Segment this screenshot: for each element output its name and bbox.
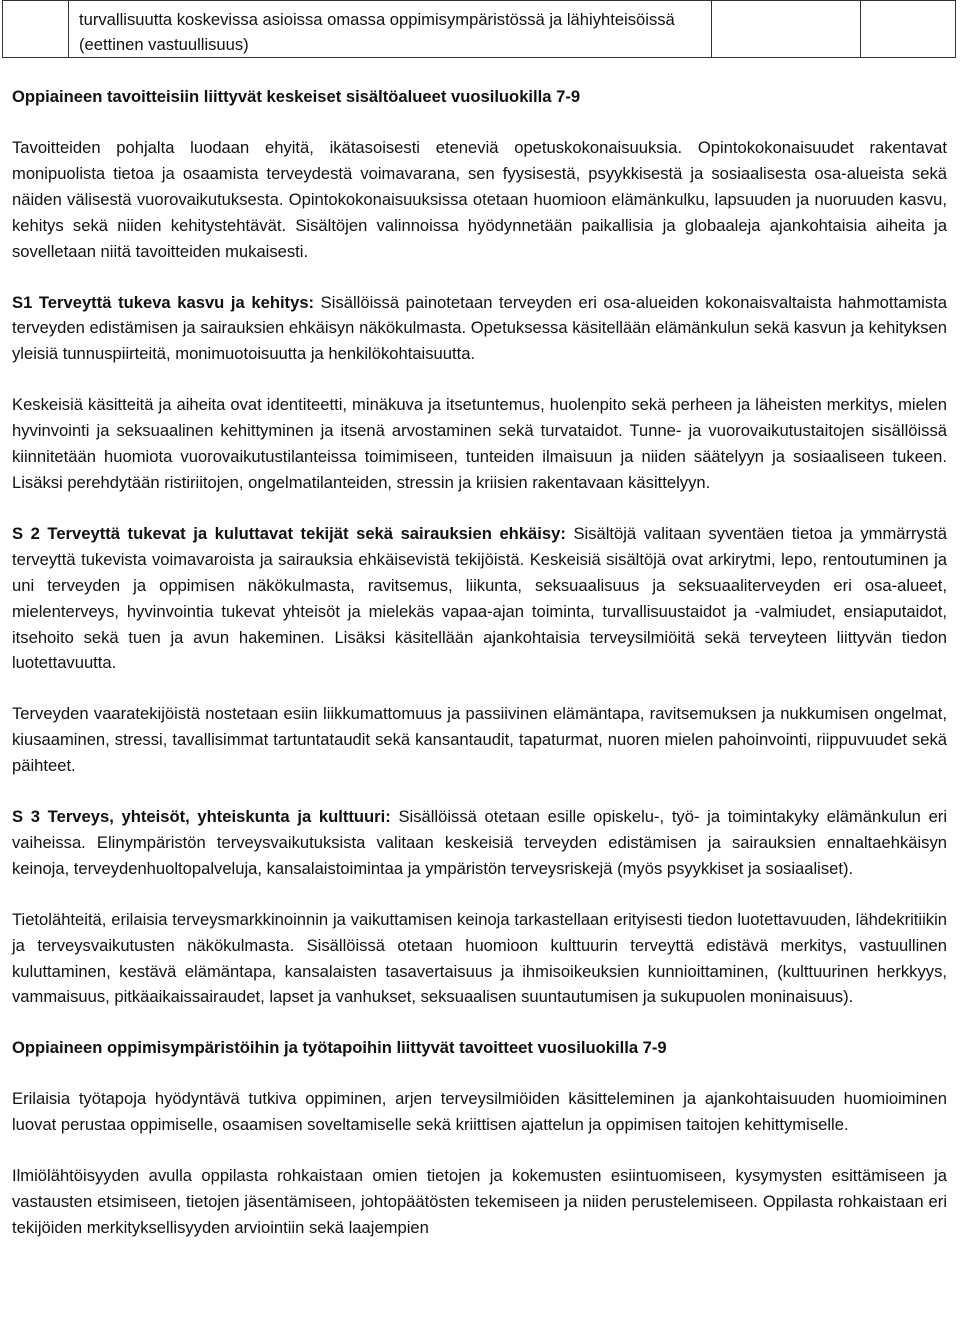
- s3-title: S 3 Terveys, yhteisöt, yhteiskunta ja kulttuuri:: [12, 807, 391, 827]
- paragraph-s3: [12, 804, 947, 882]
- paragraph-risk-factors: Terveyden vaaratekijöistä nostetaan esiin liikkumattomuus ja passiivinen elämäntapa, ravitsemuksen ja nukkumisen ongelmat, kiusaaminen, stressi, tavallisimmat tartuntataudit sekä kansantaudit, tapaturmat, nuoren mielen pahoinvointi, riippuvuudet sekä päihteet.: [12, 704, 947, 776]
- paragraph-working-methods: Erilaisia työtapoja hyödyntävä tutkiva oppiminen, arjen terveysilmiöiden käsitteleminen ja ajankohtaisuuden huomioiminen luovat perustaa oppimiselle, osaamisen soveltamiselle sekä kriittisen ajattelun ja oppimisen taitojen kehittymiselle.: [12, 1089, 947, 1135]
- table-cell-empty: [861, 1, 956, 58]
- s3-text: Sisällöissä otetaan esille opiskelu-, työ- ja toimintakyky elämänkulun eri vaiheissa. Elinympäristön terveysvaikutuksista valitaan keskeisiä terveyden edistämisen ja sairauksien ennaltaehkäisyn keinoja, terveydenhuoltopalveluja, kansalaistoimintaa ja ympäristön terveysriskejä (myös psyykkiset ja sosiaaliset).: [12, 807, 948, 878]
- section-heading-learning-environments: Oppiaineen oppimisympäristöihin ja työtapoihin liittyvät tavoitteet vuosiluokilla 7-9: [12, 1038, 667, 1058]
- section-heading-content-areas: Oppiaineen tavoitteisiin liittyvät keskeiset sisältöalueet vuosiluokilla 7-9: [12, 87, 581, 106]
- objectives-table-fragment: [2, 0, 956, 58]
- s1-text: Sisällöissä painotetaan terveyden eri osa-alueiden kokonaisvaltaista hahmottamista terveyden edistämisen ja sairauksien ehkäisyn näkökulmasta. Opetuksessa käsitellään elämänkulun sekä kasvun ja kehityksen yleisiä tunnuspiirteitä, monimuotoisuutta ja henkilökohtaisuutta.: [12, 292, 947, 364]
- table-cell-text: turvallisuutta koskevissa asioissa omassa oppimisympäristössä ja lähiyhteisöissä (eettinen vastuullisuus): [69, 1, 712, 58]
- paragraph-intro: Tavoitteiden pohjalta luodaan ehyitä, ikätasoisesti eteneviä opetuskokonaisuuksia. Opintokokonaisuudet rakentavat monipuolista tietoa ja osaamista terveydestä voimavarana, sen fyysisestä, psyykkisestä ja sosiaalisesta osa-alueista sekä näiden välisestä vuorovaikutuksesta. Opintokokonaisuuksissa otetaan huomioon elämänkulku, lapsuuden ja nuoruuden kasvu, kehitys sekä niiden kehitystehtävät. Sisältöjen valinnoissa hyödynnetään paikallisia ja globaaleja ajankohtaisia aiheita ja sovelletaan niitä tavoitteiden mukaisesti.: [12, 138, 947, 261]
- paragraph-information-sources: Tietolähteitä, erilaisia terveysmarkkinoinnin ja vaikuttamisen keinoja tarkastellaan erityisesti tiedon luotettavuuden, lähdekritiikin ja terveysvaikutusten näkökulmasta. Sisällöissä otetaan huomioon kulttuurin terveyttä edistävä merkitys, vastuullinen kuluttaminen, kestävä elämäntapa, kansalaisten tasavertaisuus ja ihmisoikeuksien kunnioittaminen, (kulttuurinen herkkyys, vammaisuus, pitkäaikaissairaudet, lapset ja vanhukset, seksuaalisen suuntautumisen ja sukupuolen moninaisuus).: [12, 909, 947, 1007]
- paragraph-s1: [12, 290, 947, 368]
- s2-text: Sisältöjä valitaan syventäen tietoa ja ymmärrystä terveyttä tukevista voimavaroista ja sairauksia ehkäisevistä tekijöistä. Keskeisiä sisältöjä ovat arkirytmi, lepo, rentoutuminen ja uni terveyden ja oppimisen näkökulmasta, ravitsemus, liikunta, seksuaalisuus ja seksuaaliterveyden eri osa-alueet, mielenterveys, hyvinvointia tukevat yhteisöt ja mielekäs vapaa-ajan toiminta, turvallisuustaidot ja -valmiudet, ensiaputaidot, itsehoito sekä tuen ja avun hakeminen. Lisäksi käsitellään ajankohtaisia terveysilmiöitä sekä terveyteen liittyvän tiedon luotettavuutta.: [12, 523, 947, 673]
- s2-title: S 2 Terveyttä tukevat ja kuluttavat tekijät sekä sairauksien ehkäisy:: [12, 523, 566, 543]
- s1-title: S1 Terveyttä tukeva kasvu ja kehitys:: [12, 292, 315, 312]
- paragraph-key-concepts: Keskeisiä käsitteitä ja aiheita ovat identiteetti, minäkuva ja itsetuntemus, huolenpito sekä perheen ja läheisten merkitys, mielen hyvinvointi ja seksuaalinen kehittyminen ja itsenä arvostaminen sekä turvataidot. Tunne- ja vuorovaikutustaitojen sisällöissä kiinnitetään huomiota vuorovaikutustilanteissa toimimiseen, tunteiden ilmaisuun ja niiden säätelyyn ja sosiaaliseen tukeen. Lisäksi perehdytään ristiriitojen, ongelmatilanteiden, stressin ja kriisien rakentavaan käsittelyyn.: [12, 395, 947, 492]
- table-row: [3, 1, 956, 58]
- table-cell-empty: [712, 1, 861, 58]
- paragraph-phenomenon-based: Ilmiölähtöisyyden avulla oppilasta rohkaistaan omien tietojen ja kokemusten esiintuomiseen, kysymysten esittämiseen ja vastausten etsimiseen, tietojen jäsentämiseen, johtopäätösten tekemiseen ja niiden perustelemiseen. Oppilasta rohkaistaan eri tekijöiden merkityksellisyyden arviointiin sekä laajempien: [12, 1166, 947, 1237]
- paragraph-s2: [12, 521, 947, 676]
- table-cell-empty: [3, 1, 69, 58]
- document-body: [12, 84, 947, 1266]
